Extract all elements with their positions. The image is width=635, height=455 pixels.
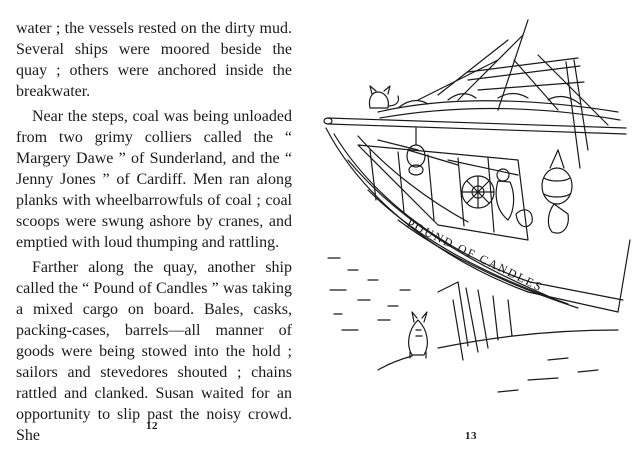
cat-on-spar [369,86,398,108]
yard-spar [324,118,626,134]
right-page [318,0,635,455]
body-text [16,18,292,446]
mouse-susan [378,312,427,370]
hull-name-text: POUND OF CANDLES [404,216,546,295]
hull [326,128,630,312]
paragraph-3: Farther along the quay, another ship called the “ Pound of Candles ” was taking a mixed cargo on board. Bales, casks, packing-cases, barrels—all manner of goods were being stowed into the hold ; sailors and stevedores shouted ; chains rattled and clanked. Susan waited for an opportunity to slip past the noisy crowd. She [16,259,292,444]
water-marks [328,258,598,392]
page-number-left: 12 [146,420,158,432]
paragraph-1: water ; the vessels rested on the dirty mud. Several ships were moored beside the quay ; others were anchored inside the breakwater. [16,20,292,100]
hull-lettering [405,216,546,294]
ship-illustration [318,0,635,430]
paragraph-2: Near the steps, coal was being unloaded from two grimy colliers called the “ Margery Dawe ” of Sunderland, and the “ Jenny Jones ” of Cardiff. Men ran along planks with wheelbarrowfuls of coal ; coal scoops were swung ashore by cranes, and emptied with loud thumping and rattling. [16,108,292,251]
hanging-barrel [542,150,572,233]
cargo-hold [358,145,532,240]
page-number-right: 13 [465,430,477,442]
